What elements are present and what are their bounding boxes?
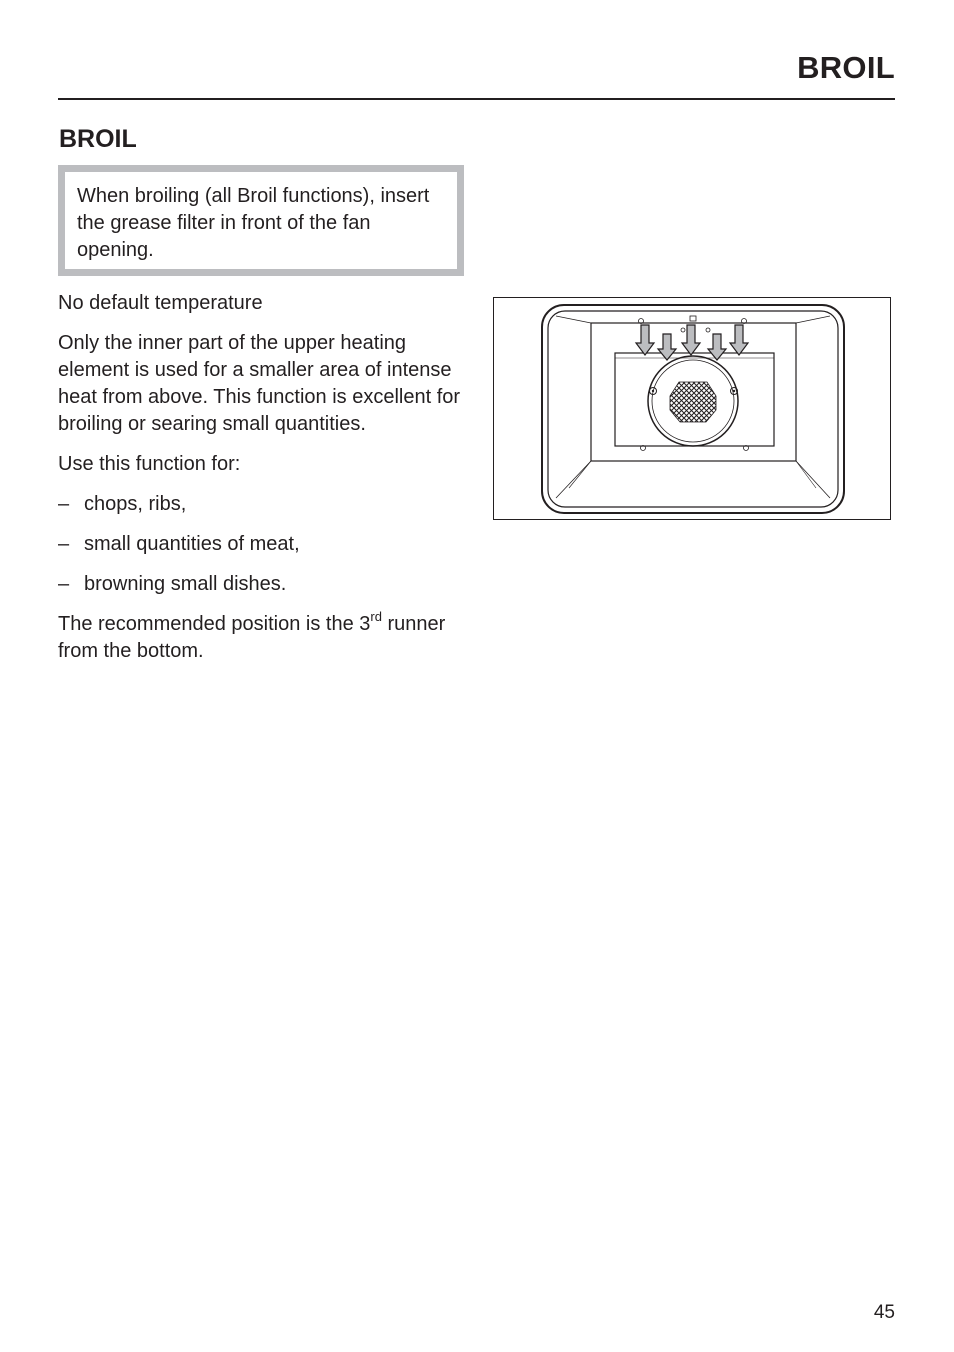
body-text [58,290,468,678]
list-dash: – [58,573,70,595]
section-title: BROIL [59,125,137,153]
note-text: When broiling (all Broil functions), insert the grease filter in front of the fan opening. [77,185,430,261]
page-header-title: BROIL [797,50,895,85]
header-divider [58,98,895,100]
list-item-text: small quantities of meat, [84,533,300,555]
paragraph-description: Only the inner part of the upper heating element is used for a smaller area of intense heat from above. This function is excellent for broiling or searing small quantities. [58,332,461,435]
paragraph-recommended-position [58,611,468,665]
position-text-end: runner from the bottom. [58,613,446,662]
fan-grille [670,382,716,422]
paragraph-default-temperature: No default temperature [58,292,263,314]
oven-broil-diagram-icon [494,298,889,518]
list-dash: – [58,493,70,515]
page-number: 45 [873,1302,895,1323]
note-box [58,165,464,276]
list-item [58,491,468,518]
list-item [58,571,468,598]
position-text: The recommended position is the 3 [58,613,371,635]
oven-illustration [493,297,891,520]
list-item [58,531,468,558]
paragraph-use-for: Use this function for: [58,453,241,475]
heat-arrows [636,325,748,360]
list-item-text: browning small dishes. [84,573,287,595]
list-dash: – [58,533,70,555]
position-superscript: rd [370,609,382,625]
list-item-text: chops, ribs, [84,493,187,515]
